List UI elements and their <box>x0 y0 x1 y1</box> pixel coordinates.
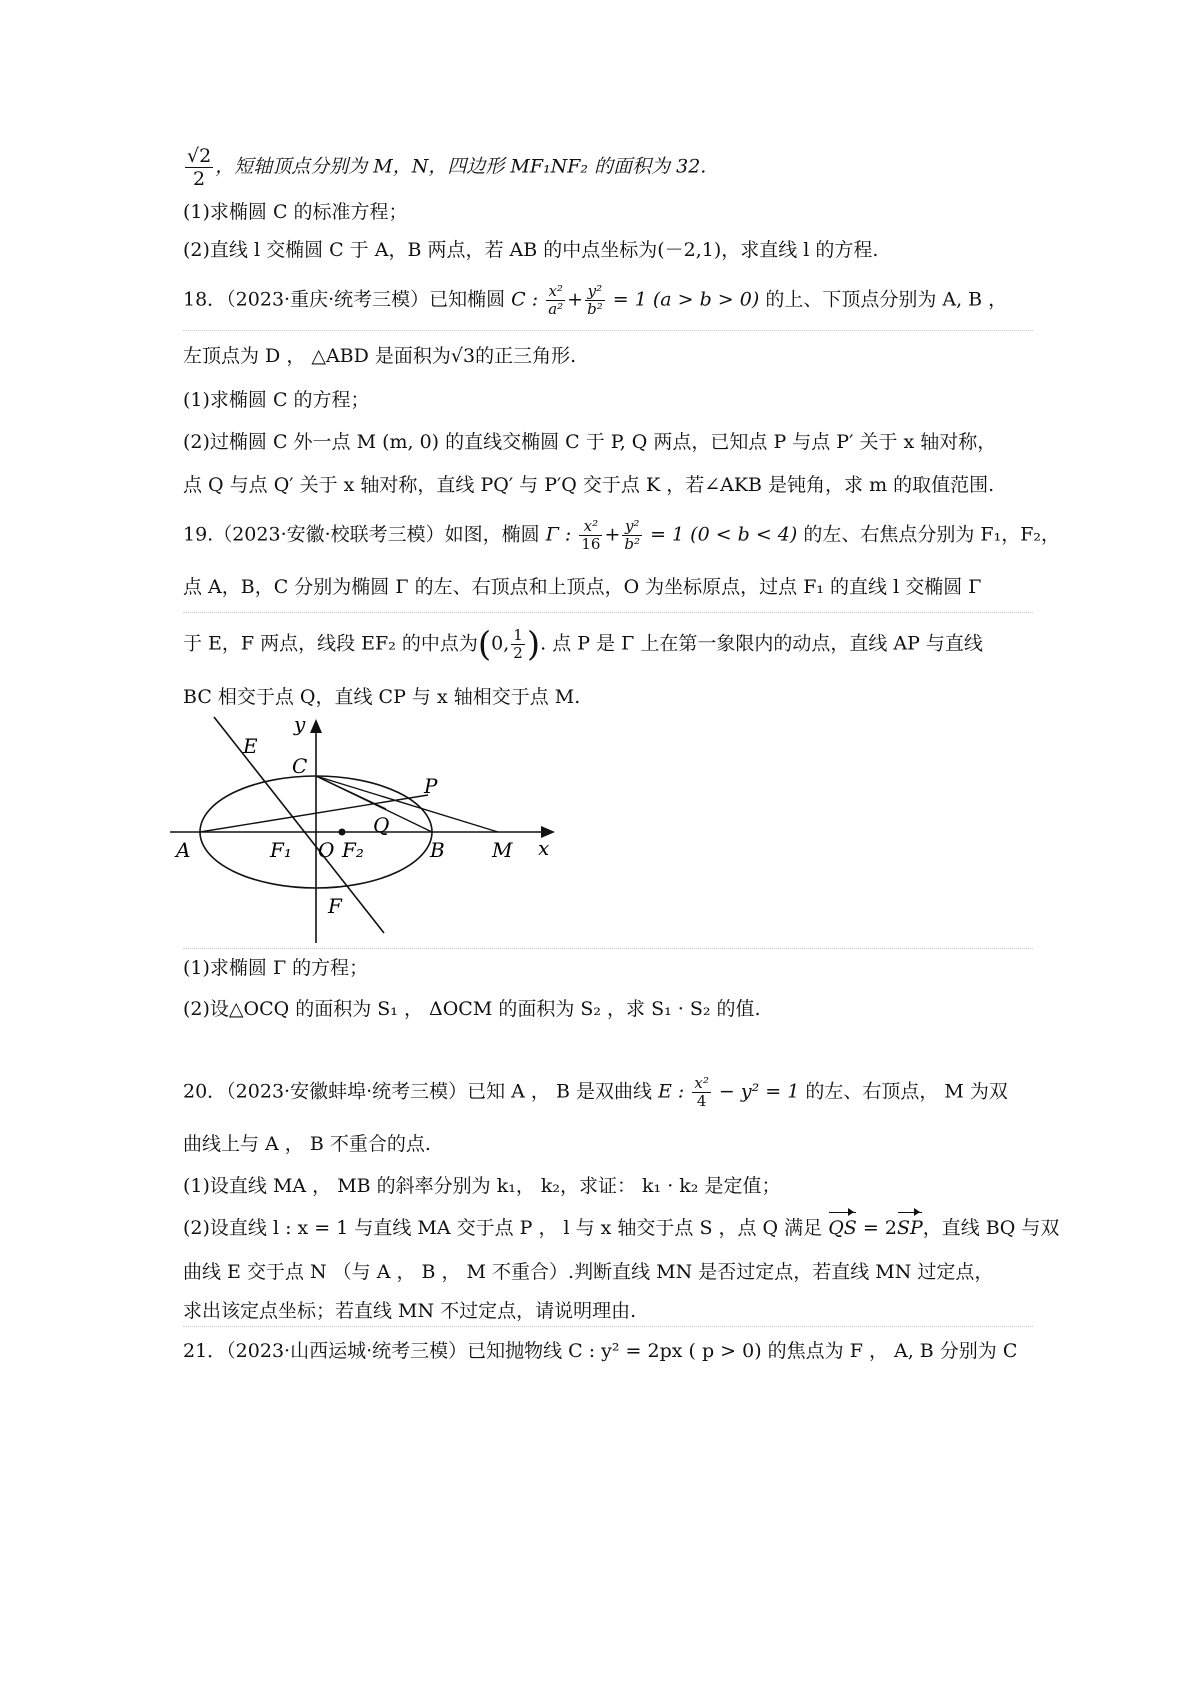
dotted-separator <box>183 1326 1033 1327</box>
problem-20-part2-line3: 求出该定点坐标；若直线 MN 不过定点，请说明理由. <box>183 1300 637 1322</box>
fraction-1-2: $\frac{1}{2}$ <box>513 626 523 662</box>
label-y: y <box>294 715 306 736</box>
problem-18-part2-line2: 点 Q 与点 Q′ 关于 x 轴对称，直线 PQ′ 与 P′Q 交于点 K ，若∠AKB 是钝角，求 m 的取值范围. <box>183 474 995 496</box>
problem-21-header: 21．（2023·山西运城·统考三模）已知抛物线 C : y² = 2px ( p > 0) 的焦点为 F ， A, B 分别为 C <box>183 1340 1018 1362</box>
problem-20-part1: (1)设直线 MA ， MB 的斜率分别为 k₁， k₂，求证： k₁ · k₂ 是定值； <box>183 1175 781 1197</box>
fraction-x2-16: $\frac{\text{x²}}{16}$ <box>581 517 601 553</box>
problem-19-header: 19.（2023·安徽·校联考三模）如图，椭圆 Γ : $\frac{\text{x²}}{16}$ + $\frac{\text{y²}}{\text{b²}}$ = 1 (0 < b < 4) 的左、右焦点分别为 F₁，F₂， <box>183 517 1060 553</box>
problem-19-part2: (2)设△OCQ 的面积为 S₁ ， ΔOCM 的面积为 S₂ ，求 S₁ · S₂ 的值. <box>183 998 761 1020</box>
problem-20-header: 20．（2023·安徽蚌埠·统考三模）已知 A ， B 是双曲线 E : $\frac{\text{x²}}{4}$ − y² = 1 的左、右顶点， M 为双 <box>183 1074 1008 1110</box>
problem-18-part2-line1: (2)过椭圆 C 外一点 M (m, 0) 的直线交椭圆 C 于 P, Q 两点，已知点 P 与点 P′ 关于 x 轴对称， <box>183 431 997 453</box>
line-CM <box>316 776 498 832</box>
y-axis-arrow <box>310 719 322 733</box>
problem-17-part1: (1)求椭圆 C 的标准方程； <box>183 201 408 223</box>
ellipse-figure <box>170 715 570 945</box>
problem-18-part1: (1)求椭圆 C 的方程； <box>183 389 370 411</box>
fraction-root2-over-2: $\frac{√2}{2}$ <box>187 145 212 190</box>
problem-19-part1: (1)求椭圆 Γ 的方程； <box>183 957 369 979</box>
label-O: O <box>318 838 335 862</box>
label-E: E <box>243 734 258 758</box>
label-A: A <box>176 838 191 862</box>
label-C: C <box>292 754 308 778</box>
dotted-separator <box>183 330 1033 331</box>
point-F2 <box>339 829 346 836</box>
label-F1: F₁ <box>270 838 292 862</box>
problem-18-condition: 左顶点为 D ， △ABD 是面积为√3的正三角形. <box>183 345 577 367</box>
problem-17-condition-line: $\frac{√2}{2}$ ，短轴顶点分别为 M，N，四边形 MF₁NF₂ 的面积为 32. <box>187 145 707 190</box>
problem-19-line2: 点 A，B，C 分别为椭圆 Γ 的左、右顶点和上顶点，O 为坐标原点，过点 F₁ 的直线 l 交椭圆 Γ <box>183 576 982 598</box>
line-CQ <box>316 776 386 809</box>
vector-SP: SP <box>897 1214 923 1242</box>
problem-19-line4: BC 相交于点 Q，直线 CP 与 x 轴相交于点 M. <box>183 686 581 708</box>
problem-18-header: 18．（2023·重庆·统考三模）已知椭圆 C : $\frac{\text{x²}}{\text{a²}}$ + $\frac{\text{y²}}{\text{b²}}$ = 1 (a > b > 0) 的上、下顶点分别为 A, B ， <box>183 282 1008 318</box>
fraction-y2-b2-19: $\frac{\text{y²}}{\text{b²}}$ <box>624 517 641 553</box>
problem-20-line2: 曲线上与 A ， B 不重合的点. <box>183 1133 431 1155</box>
label-x: x <box>538 836 550 860</box>
label-B: B <box>430 838 445 862</box>
label-Q: Q <box>373 813 390 837</box>
label-P: P <box>424 774 438 798</box>
vector-QS: QS <box>828 1214 857 1242</box>
problem-20-part2-line1: (2)设直线 l : x = 1 与直线 MA 交于点 P ， l 与 x 轴交于点 S ，点 Q 满足 QS = 2SP，直线 BQ 与双 <box>183 1214 1059 1242</box>
label-F: F <box>328 894 342 918</box>
label-F2: F₂ <box>342 838 364 862</box>
fraction-y2-b2: $\frac{\text{y²}}{\text{b²}}$ <box>587 282 603 318</box>
problem-20-part2-line2: 曲线 E 交于点 N （与 A ， B ， M 不重合）.判断直线 MN 是否过定点，若直线 MN 过定点， <box>183 1261 994 1283</box>
problem-19-line3: 于 E，F 两点，线段 EF₂ 的中点为(0, $\frac{1}{2}$ ). 点 P 是 Γ 上在第一象限内的动点，直线 AP 与直线 <box>183 624 983 665</box>
dotted-separator <box>183 612 1033 613</box>
fraction-x2-4: $\frac{\text{x²}}{4}$ <box>694 1074 709 1110</box>
fraction-x2-a2: $\frac{\text{x²}}{\text{a²}}$ <box>548 282 564 318</box>
dotted-separator <box>183 948 1033 949</box>
problem-17-part2: (2)直线 l 交椭圆 C 于 A，B 两点，若 AB 的中点坐标为(－2,1)，求直线 l 的方程. <box>183 239 879 261</box>
label-M: M <box>492 838 513 862</box>
